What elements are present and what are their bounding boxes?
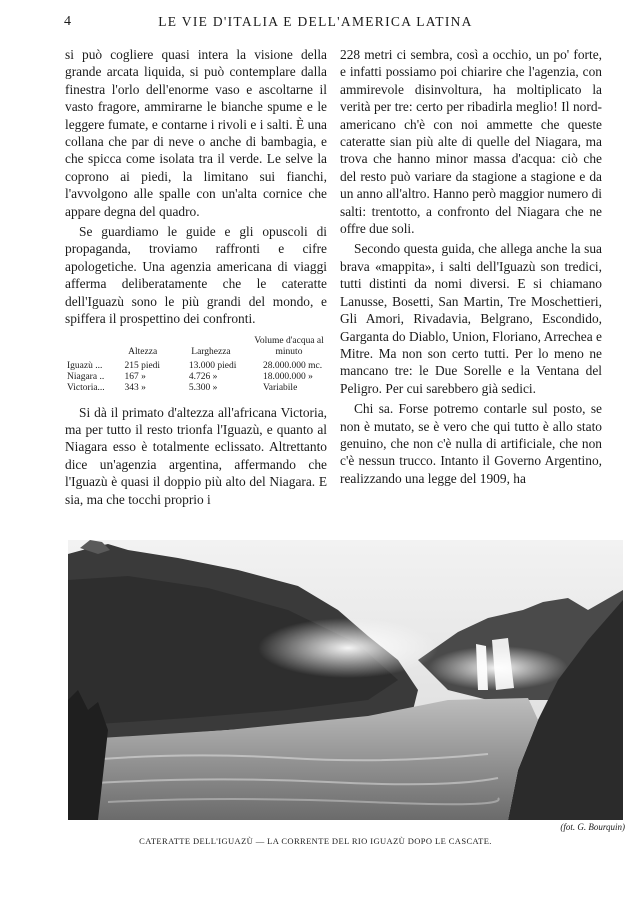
paragraph: Chi sa. Forse potremo contarle sul posto, se non è mutato, se è vero che qui tutto è allo stato genuino, che non c'è nulla di artificiale, che non c'è nessun trucco. Intanto il Governo Argentino, realizzando una legge del 1909, ha <box>340 401 602 486</box>
paragraph: Secondo questa guida, che allega anche la sua brava «mappita», i salti dell'Iguazù son tredici, tutti distinti da nomi diversi. E si chiamano Lanusse, Bosetti, San Martin, Tre Moschettieri, Gli Amori, Rivadavia, Belgrano, Escondido, Garganta do Diablo, Union, Floriano, Arrechea e Mitre. Ma non son certo tutti. Per lo meno ne mancano tre: le Due Sorelle e la Ventana del Peligro. Per cui sarebbero già sedici. <box>340 241 602 396</box>
table-row <box>65 383 327 394</box>
paragraph: si può cogliere quasi intera la visione della grande arcata liquida, si può contemplare dalla finestra l'orlo dell'enorme vaso e ascoltarne il vasto fragore, ammirarne le bianche spume e le leggere fumate, e contarne i rivoli e i salti. È una collana che par di neve o anche di bambagia, e che spicca come isolata tra il verde. Le selve la coprono ai piedi, la limitano sui fianchi, l'avvolgono alle spalle con un'alta cornice che appare degna del quadro. <box>65 47 327 219</box>
table-cell: 4.726 » <box>188 371 218 382</box>
table-row <box>65 372 327 383</box>
table-cell: 18.000.000 » <box>263 371 313 382</box>
table-header-row <box>65 336 327 361</box>
left-column <box>65 46 327 508</box>
table-header-cell: Volume d'acqua al minuto <box>254 335 324 357</box>
page-number: 4 <box>64 14 71 29</box>
waterfall-photo <box>68 540 623 820</box>
table-cell: Iguazù ... <box>67 360 103 371</box>
table-cell: 167 » <box>124 371 146 382</box>
table-cell: 5.300 » <box>188 382 218 393</box>
table-header-cell: Larghezza <box>191 346 231 357</box>
paragraph: 228 metri ci sembra, così a occhio, un po' forte, e infatti possiamo poi chiarire che l'agenzia, con ammirevole disinvoltura, ha moltiplicato la verità per tre: certo per ribadirla meglio! Il nord-americano ch'è con noi ammette che queste cateratte sian più alte di quelle del Niagara, ma trova che hanno minor massa d'acqua: ciò che del resto può variare da stagione a stagione e da un anno all'altro. Hanno però maggior numero di salti: trentotto, a confronto del Niagara che ne offre due soli. <box>340 47 602 237</box>
table-cell: 13.000 piedi <box>188 360 237 371</box>
table-cell: 28.000.000 mc. <box>263 360 323 371</box>
table-header-cell: Altezza <box>128 346 158 357</box>
table-cell: Niagara .. <box>67 371 105 382</box>
table-header-cell <box>65 336 114 361</box>
table-cell: Variabile <box>263 382 298 393</box>
table-cell: 343 » <box>124 382 146 393</box>
paragraph: Se guardiamo le guide e gli opuscoli di propaganda, troviamo raffronti e cifre apologetiche. Una agenzia americana di viaggi afferma deliberatamente che le cateratte dell'Iguazù sono le più grandi del mondo, e spiffera il prospettino dei confronti. <box>65 224 327 327</box>
figure-caption: CATERATTE DELL'IGUAZÙ — LA CORRENTE DEL RIO IGUAZÙ DOPO LE CASCATE. <box>139 836 492 846</box>
table-cell: 215 piedi <box>124 360 161 371</box>
table-cell: Victoria... <box>67 382 105 393</box>
right-column <box>340 46 602 487</box>
paragraph: Si dà il primato d'altezza all'africana Victoria, ma per tutto il resto trionfa l'Iguazù, e quanto al Niagara esso è totalmente eclissato. Altrettanto dice un'agenzia argentina, affermando che l'Iguazù è quasi il doppio più alto del Niagara. E sia, ma che tocchi proprio i <box>65 404 327 507</box>
running-title: LE VIE D'ITALIA E DELL'AMERICA LATINA <box>158 14 473 29</box>
photo-credit: (fot. G. Bourquin) <box>560 822 625 832</box>
page-header <box>0 12 631 34</box>
table-row <box>65 361 327 372</box>
comparison-table <box>65 336 327 394</box>
